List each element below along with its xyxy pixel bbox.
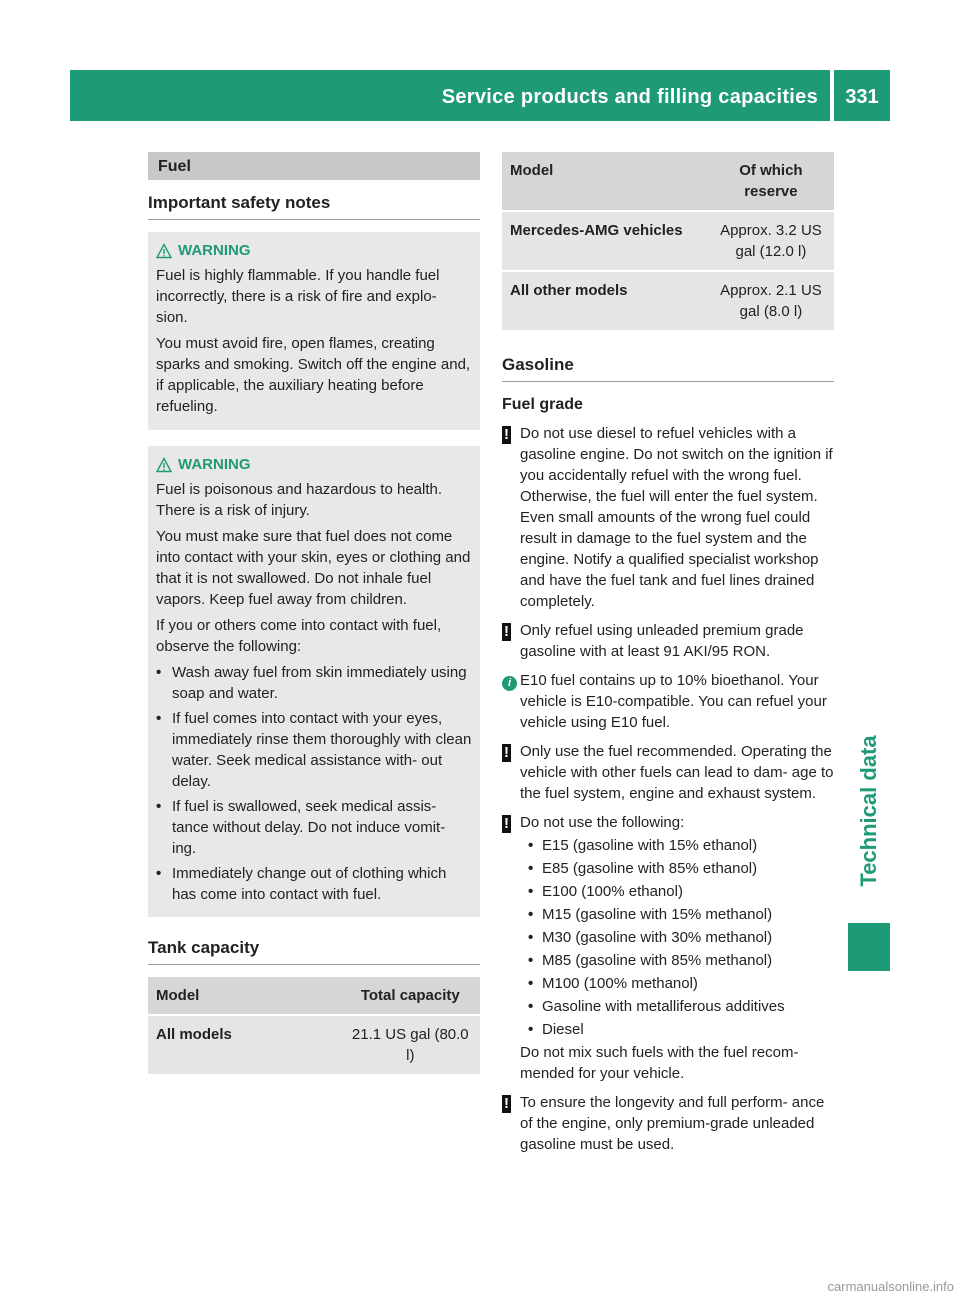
note-text: Do not mix such fuels with the fuel recom- mended for your vehicle. xyxy=(520,1044,799,1082)
fuel-bullet xyxy=(528,973,834,994)
warning-bullet xyxy=(156,662,472,704)
exclamation-icon: ! xyxy=(504,426,509,443)
warning-bullet xyxy=(156,708,472,792)
side-tab-label: Technical data xyxy=(856,735,881,887)
bullet-text: M100 (100% methanol) xyxy=(542,975,698,992)
note-text: Only use the fuel recommended. Operating the vehicle with other fuels can lead to dam- age to the fuel system, engine and exhaust system. xyxy=(520,743,834,802)
tank-capacity-table xyxy=(148,977,480,1076)
exclamation-icon: ! xyxy=(504,815,509,832)
warning-title xyxy=(156,454,472,475)
bullet-icon: • xyxy=(528,1021,534,1038)
warning-title-text: WARNING xyxy=(178,242,251,259)
warning-text: Fuel is poisonous and hazardous to health. There is a risk of injury. xyxy=(156,481,443,519)
bullet-icon: • xyxy=(528,883,534,900)
warning-box-flammable xyxy=(148,232,480,430)
warning-text: If you or others come into contact with fuel, observe the following: xyxy=(156,617,442,655)
warning-title-text: WARNING xyxy=(178,456,251,473)
table-header-row xyxy=(502,152,834,211)
bullet-text: E15 (gasoline with 15% ethanol) xyxy=(542,837,758,854)
bullet-text: If fuel is swallowed, seek medical assis- tance without delay. Do not induce vomit- ing. xyxy=(172,798,446,857)
exclamation-icon: ! xyxy=(504,744,509,761)
gasoline-heading: Gasoline xyxy=(502,332,834,382)
note-text: Do not use the following: xyxy=(520,814,685,831)
warning-bullet xyxy=(156,863,472,905)
side-tab-marker xyxy=(848,923,890,971)
note-text: Do not use diesel to refuel vehicles with a gasoline engine. Do not switch on the ignition if you accidentally refuel with the wrong fuel. Otherwise, the fuel will enter the fuel system. Even small amounts of the wrong fuel could result in damage to the fuel system and the engine. Notify a qualified specialist workshop and have the fuel tank and fuel lines drained completely. xyxy=(520,425,833,610)
fuel-bullet xyxy=(528,927,834,948)
bullet-icon: • xyxy=(528,998,534,1015)
warning-triangle-icon xyxy=(156,243,172,259)
bullet-icon: • xyxy=(528,860,534,877)
bullet-text: M30 (gasoline with 30% methanol) xyxy=(542,929,773,946)
right-column xyxy=(502,152,834,1163)
reserve-table xyxy=(502,152,834,332)
warning-box-poisonous xyxy=(148,446,480,917)
note-text: Only refuel using unleaded premium grade gasoline with at least 91 AKI/95 RON. xyxy=(520,622,804,660)
warning-bullet xyxy=(156,796,472,859)
table-cell-value: Approx. 3.2 US gal (12.0 l) xyxy=(708,211,834,271)
bullet-icon: • xyxy=(156,664,162,681)
table-row xyxy=(148,1015,480,1075)
caution-note xyxy=(502,741,834,804)
bullet-text: If fuel comes into contact with your eyes, immediately rinse them thoroughly with clean water. Seek medical assistance with- out delay. xyxy=(172,710,472,790)
page-number: 331 xyxy=(845,86,879,108)
table-cell-model: All models xyxy=(148,1015,341,1075)
fuel-bullet xyxy=(528,835,834,856)
bullet-icon: • xyxy=(528,906,534,923)
bullet-text: E100 (100% ethanol) xyxy=(542,883,683,900)
fuel-bullet xyxy=(528,904,834,925)
table-header: Total capacity xyxy=(341,977,480,1015)
table-header: Model xyxy=(502,152,708,211)
table-cell-model: Mercedes-AMG vehicles xyxy=(502,211,708,271)
table-cell-value: Approx. 2.1 US gal (8.0 l) xyxy=(708,271,834,331)
warning-text: You must avoid fire, open flames, creating sparks and smoking. Switch off the engine and, if applicable, the auxiliary heating before refueling. xyxy=(156,335,471,415)
warning-text: Fuel is highly flammable. If you handle fuel incorrectly, there is a risk of fire and explo- sion. xyxy=(156,267,440,326)
bullet-icon: • xyxy=(528,975,534,992)
bullet-text: Wash away fuel from skin immediately using soap and water. xyxy=(172,664,467,702)
note-text: E10 fuel contains up to 10% bioethanol. Your vehicle is E10-compatible. You can refuel your vehicle using E10 fuel. xyxy=(520,672,827,731)
bullet-icon: • xyxy=(156,865,162,882)
bullet-icon: • xyxy=(528,837,534,854)
fuel-grade-heading: Fuel grade xyxy=(502,396,583,413)
tank-capacity-heading: Tank capacity xyxy=(148,933,480,965)
info-icon: i xyxy=(502,670,520,733)
warning-title xyxy=(156,240,472,261)
header-title: Service products and filling capacities xyxy=(441,86,818,108)
fuel-bullet xyxy=(528,858,834,879)
bullet-text: M85 (gasoline with 85% methanol) xyxy=(542,952,773,969)
fuel-section-bar: Fuel xyxy=(148,152,480,180)
bullet-icon: • xyxy=(156,710,162,727)
table-cell-value: 21.1 US gal (80.0 l) xyxy=(341,1015,480,1075)
exclamation-icon: ! xyxy=(504,1095,509,1112)
caution-note xyxy=(502,812,834,1084)
warning-triangle-icon xyxy=(156,457,172,473)
table-row xyxy=(502,271,834,331)
watermark-footer: carmanualsonline.info xyxy=(827,1279,954,1294)
side-tab xyxy=(848,725,890,897)
note-text: To ensure the longevity and full perform- ance of the engine, only premium-grade unleaded gasoline must be used. xyxy=(520,1094,825,1153)
exclamation-icon: ! xyxy=(504,623,509,640)
bullet-text: Diesel xyxy=(542,1021,584,1038)
fuel-bullet xyxy=(528,950,834,971)
left-column xyxy=(148,152,480,1076)
table-header: Of which reserve xyxy=(708,152,834,211)
table-cell-model: All other models xyxy=(502,271,708,331)
caution-note xyxy=(502,423,834,612)
safety-heading: Important safety notes xyxy=(148,180,480,220)
caution-note xyxy=(502,620,834,662)
bullet-icon: • xyxy=(156,798,162,815)
warning-text: You must make sure that fuel does not come into contact with your skin, eyes or clothing and that it is not swallowed. Do not inhale fuel vapors. Keep fuel away from children. xyxy=(156,528,471,608)
fuel-bullet xyxy=(528,881,834,902)
table-row xyxy=(502,211,834,271)
bullet-text: Immediately change out of clothing which has come into contact with fuel. xyxy=(172,865,447,903)
caution-note xyxy=(502,1092,834,1155)
table-header: Model xyxy=(148,977,341,1015)
info-note xyxy=(502,670,834,733)
fuel-bullet xyxy=(528,996,834,1017)
header-separator xyxy=(830,70,834,121)
bullet-icon: • xyxy=(528,952,534,969)
table-header-row xyxy=(148,977,480,1015)
bullet-icon: • xyxy=(528,929,534,946)
note-body xyxy=(520,812,834,1084)
bullet-text: M15 (gasoline with 15% methanol) xyxy=(542,906,773,923)
bullet-text: E85 (gasoline with 85% ethanol) xyxy=(542,860,758,877)
page-header xyxy=(70,70,890,121)
fuel-bullet xyxy=(528,1019,834,1040)
bullet-text: Gasoline with metalliferous additives xyxy=(542,998,785,1015)
